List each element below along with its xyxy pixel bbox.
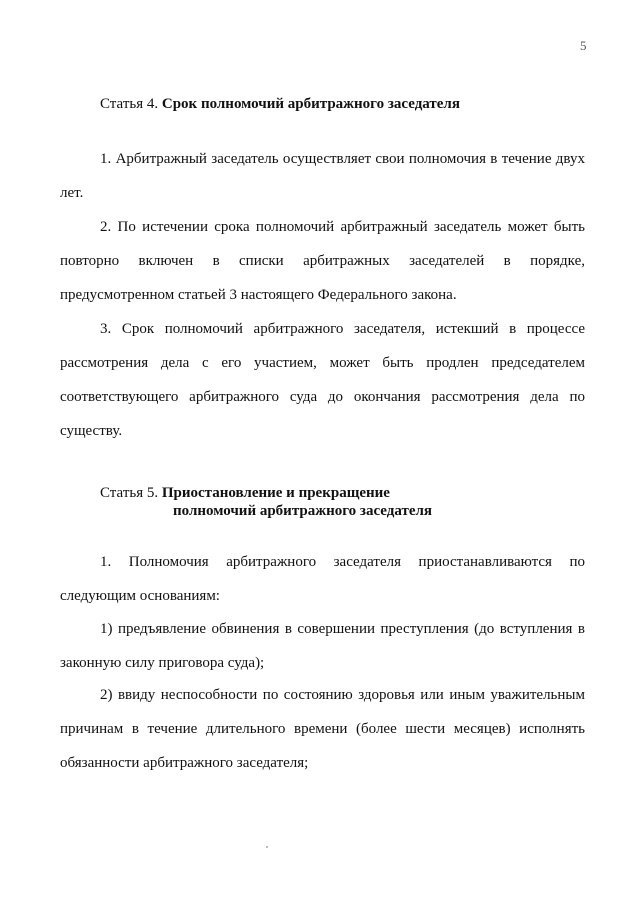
article5-item-1: 1) предъявление обвинения в совершении преступления (до вступления в законную силу приговора суда); (60, 621, 585, 671)
article5-title-line2: полномочий арбитражного заседателя (173, 503, 433, 519)
article5-title-line1: Приостановление и прекращение (161, 485, 390, 501)
article4-paragraph-2: 2. По истечении срока полномочий арбитражный заседатель может быть повторно включен в списки арбитражных заседателей в порядке, предусмотренном статьей 3 настоящего Федерального закона. (60, 219, 585, 303)
article4-heading (100, 94, 460, 114)
article4-title: Срок полномочий арбитражного заседателя (161, 96, 460, 112)
article4-paragraph-3: 3. Срок полномочий арбитражного заседателя, истекший в процессе рассмотрения дела с его участием, может быть продлен председателем соответствующего арбитражного суда до окончания рассмотрения дела по существу. (60, 321, 585, 439)
article4-label: Статья 4. (100, 96, 159, 112)
article4-paragraph-1: 1. Арбитражный заседатель осуществляет свои полномочия в течение двух лет. (60, 151, 585, 201)
article5-paragraph-1: 1. Полномочия арбитражного заседателя приостанавливаются по следующим основаниям: (60, 554, 585, 604)
article5-heading (100, 483, 433, 519)
article5-item-2: 2) ввиду неспособности по состоянию здоровья или иным уважительным причинам в течение длительного времени (более шести месяцев) исполнять обязанности арбитражного заседателя; (60, 687, 585, 771)
article5-label: Статья 5. (100, 485, 159, 501)
scan-speck (266, 846, 268, 848)
page-number: 5 (580, 38, 587, 53)
